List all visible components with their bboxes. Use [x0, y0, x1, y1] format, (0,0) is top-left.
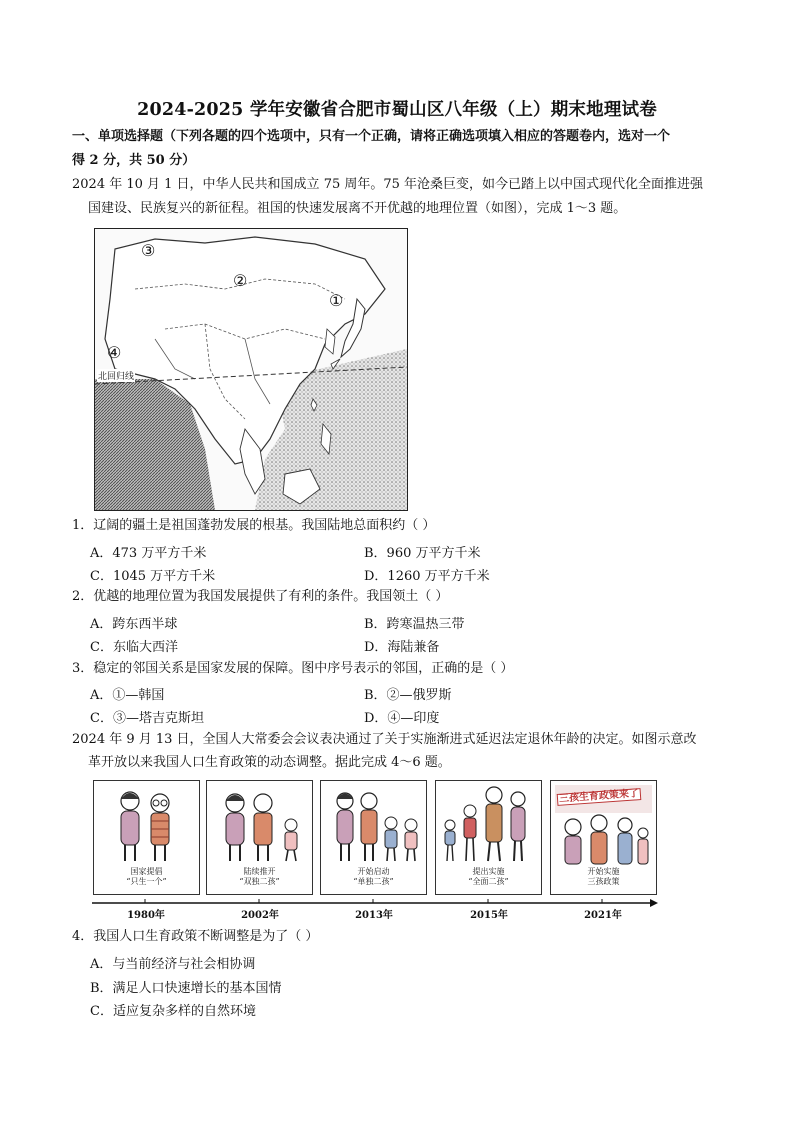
cartoon-2021-caption-2: 三孩政策 — [587, 877, 620, 886]
asia-map-drawing — [95, 229, 407, 510]
question-1-option-b: B．960 万平方千米 — [364, 546, 481, 561]
timeline-year-2015: 2015年 — [470, 910, 508, 921]
question-4-option-c: C．适应复杂多样的自然环境 — [90, 1004, 256, 1019]
cartoon-2015-caption-1: 提出实施 — [472, 867, 505, 876]
question-3-stem: 3．稳定的邻国关系是国家发展的保障。图中序号表示的邻国，正确的是（ ） — [72, 661, 514, 676]
question-3-option-d: D．④—印度 — [364, 711, 440, 726]
question-1-option-c: C．1045 万平方千米 — [90, 569, 216, 584]
section-heading-line1: 一、单项选择题（下列各题的四个选项中，只有一个正确，请将正确选项填入相应的答题卷内，选对一个 — [72, 129, 671, 144]
question-4-option-b: B．满足人口快速增长的基本国情 — [90, 981, 282, 996]
exam-title: 2024-2025 学年安徽省合肥市蜀山区八年级（上）期末地理试卷 — [137, 100, 657, 120]
tropic-label: 北回归线 — [97, 369, 135, 382]
question-2-option-d: D．海陆兼备 — [364, 640, 440, 655]
intro2-line2: 革开放以来我国人口生育政策的动态调整。据此完成 4～6 题。 — [88, 755, 451, 770]
policy-cartoon-2015 — [435, 780, 542, 895]
intro2-line1: 2024 年 9 月 13 日，全国人大常委会会议表决通过了关于实施渐进式延迟法定退休年龄的决定。如图示意改 — [72, 732, 697, 747]
intro1-line2: 国建设、民族复兴的新征程。祖国的快速发展离不开优越的地理位置（如图），完成 1～3 题。 — [88, 201, 627, 216]
cartoon-2013-caption-1: 开始启动 — [357, 867, 390, 876]
question-2-option-c: C．东临大西洋 — [90, 640, 178, 655]
policy-cartoon-2002 — [206, 780, 313, 895]
asia-map-figure — [94, 228, 408, 511]
question-2-stem: 2．优越的地理位置为我国发展提供了有利的条件。我国领土（ ） — [72, 589, 449, 604]
map-marker-1: ① — [329, 291, 344, 310]
question-2-option-b: B．跨寒温热三带 — [364, 617, 465, 632]
question-1-option-d: D．1260 万平方千米 — [364, 569, 490, 584]
question-4-option-a: A．与当前经济与社会相协调 — [90, 957, 256, 972]
question-1-stem: 1．辽阔的疆土是祖国蓬勃发展的根基。我国陆地总面积约（ ） — [72, 518, 436, 533]
map-marker-3: ③ — [141, 241, 156, 260]
intro1-line1: 2024 年 10 月 1 日，中华人民共和国成立 75 周年。75 年沧桑巨变，如今已踏上以中国式现代化全面推进强 — [72, 177, 704, 192]
timeline-year-2013: 2013年 — [355, 910, 393, 921]
policy-cartoon-2013 — [320, 780, 427, 895]
timeline-year-2002: 2002年 — [241, 910, 279, 921]
map-marker-2: ② — [233, 271, 248, 290]
policy-cartoon-1980 — [93, 780, 200, 895]
timeline-year-1980: 1980年 — [127, 910, 165, 921]
cartoon-2002-caption-1: 陆续推开 — [243, 867, 276, 876]
timeline-year-2021: 2021年 — [584, 910, 622, 921]
cartoon-1980-caption-1: 国家提倡 — [130, 867, 163, 876]
question-3-option-c: C．③—塔吉克斯坦 — [90, 711, 204, 726]
three-child-policy-sign: 三孩生育政策来了 — [557, 788, 642, 806]
question-4-stem: 4．我国人口生育政策不断调整是为了（ ） — [72, 929, 319, 944]
cartoon-1980-caption-2: “只生一个” — [126, 877, 167, 886]
cartoon-2002-caption-2: “双独二孩” — [239, 877, 280, 886]
question-1-option-a: A．473 万平方千米 — [90, 546, 207, 561]
question-2-option-a: A．跨东西半球 — [90, 617, 178, 632]
cartoon-2013-caption-2: “单独二孩” — [353, 877, 394, 886]
section-heading-line2: 得 2 分，共 50 分） — [72, 153, 196, 168]
cartoon-2015-caption-2: “全面二孩” — [468, 877, 509, 886]
map-marker-4: ④ — [107, 343, 122, 362]
cartoon-2021-caption-1: 开始实施 — [587, 867, 620, 876]
question-3-option-b: B．②—俄罗斯 — [364, 688, 452, 703]
policy-cartoon-2021 — [550, 780, 657, 895]
question-3-option-a: A．①—韩国 — [90, 688, 165, 703]
